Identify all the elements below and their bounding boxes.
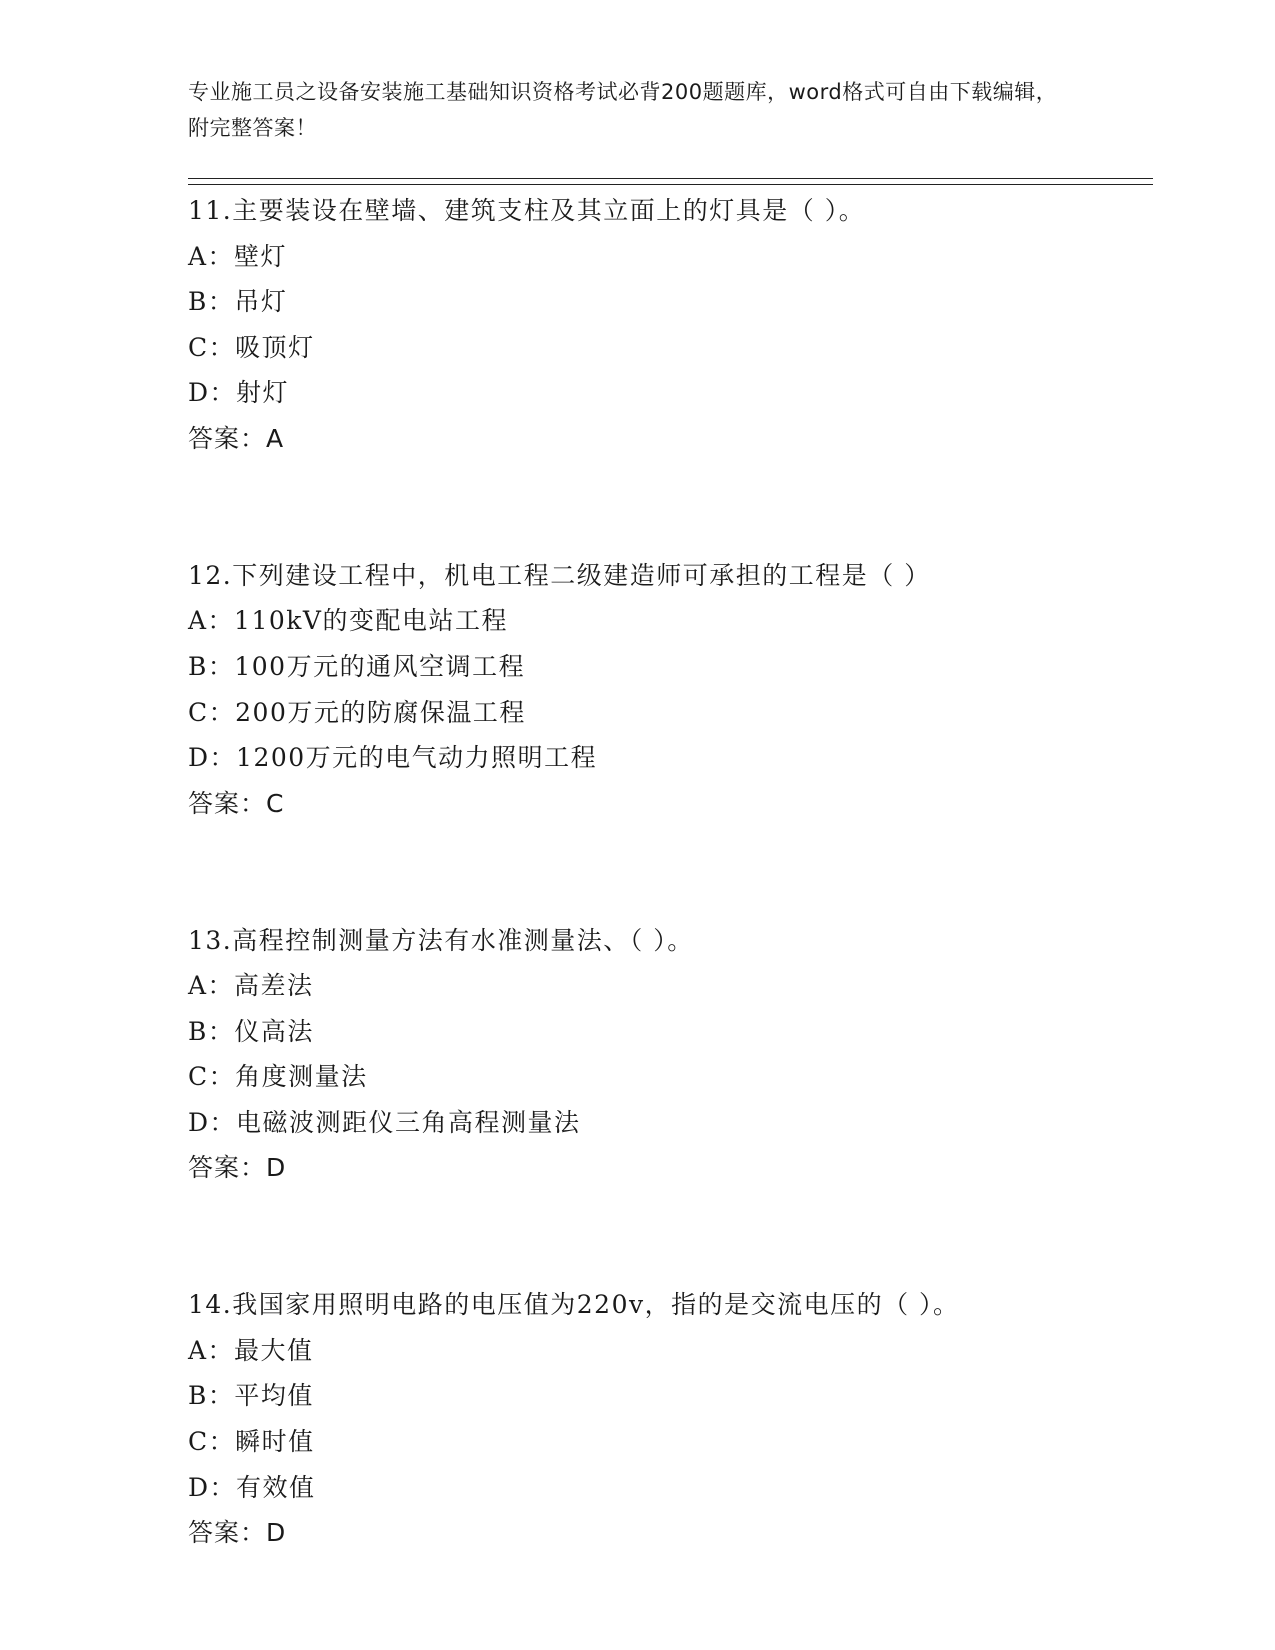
option-c: C：吸顶灯 xyxy=(188,332,315,362)
answer-line: 答案：D xyxy=(188,1518,287,1548)
question-spacer xyxy=(188,462,1153,553)
option-c: C：200万元的防腐保温工程 xyxy=(188,697,526,727)
option-a: A：最大值 xyxy=(188,1335,314,1365)
header-divider-top xyxy=(188,178,1153,179)
answer-line: 答案：C xyxy=(188,788,285,818)
question-12 xyxy=(188,553,1153,918)
question-spacer xyxy=(188,826,1153,917)
option-b: B：100万元的通风空调工程 xyxy=(188,651,526,681)
header-title: 专业施工员之设备安装施工基础知识资格考试必背200题题库，word格式可自由下载编辑，附完整答案！ xyxy=(188,80,1058,140)
option-b: B：仪高法 xyxy=(188,1016,314,1046)
option-c: C：角度测量法 xyxy=(188,1062,368,1092)
option-c: C：瞬时值 xyxy=(188,1427,315,1457)
answer-line: 答案：D xyxy=(188,1153,287,1183)
question-stem: 11.主要装设在壁墙、建筑支柱及其立面上的灯具是（ ）。 xyxy=(188,196,866,225)
option-b: B：平均值 xyxy=(188,1381,314,1411)
question-stem: 13.高程控制测量方法有水准测量法、（ ）。 xyxy=(188,925,694,955)
question-14 xyxy=(188,1282,1153,1556)
option-a: A：壁灯 xyxy=(188,241,288,271)
option-b: B：吊灯 xyxy=(188,287,288,317)
option-d: D：有效值 xyxy=(188,1472,316,1502)
header-divider-bottom xyxy=(188,184,1153,185)
option-a: A：110kV的变配电站工程 xyxy=(188,606,508,636)
option-d: D：1200万元的电气动力照明工程 xyxy=(188,743,598,773)
answer-line: 答案：A xyxy=(188,423,285,453)
question-stem: 14.我国家用照明电路的电压值为220v，指的是交流电压的（ ）。 xyxy=(188,1290,960,1320)
option-d: D：射灯 xyxy=(188,378,290,408)
question-13 xyxy=(188,918,1153,1283)
question-11 xyxy=(188,188,1153,553)
question-stem: 12.下列建设工程中，机电工程二级建造师可承担的工程是（ ） xyxy=(188,560,931,590)
question-list xyxy=(188,188,1153,1556)
question-spacer xyxy=(188,1191,1153,1282)
document-header xyxy=(188,74,1068,146)
option-d: D：电磁波测距仪三角高程测量法 xyxy=(188,1107,581,1137)
option-a: A：高差法 xyxy=(188,971,314,1001)
